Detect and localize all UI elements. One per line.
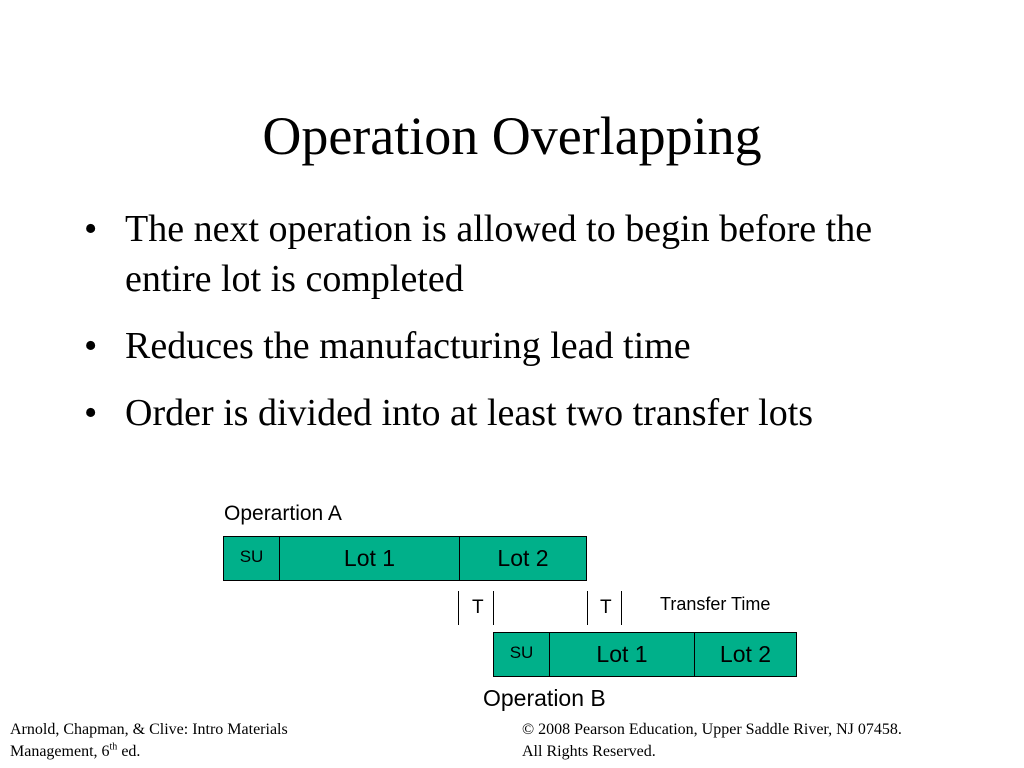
footer-copyright: © 2008 Pearson Education, Upper Saddle River, NJ 07458. <box>522 721 902 738</box>
operation-a-setup-cell: SU <box>224 537 280 580</box>
footer-rights: All Rights Reserved. <box>522 743 656 760</box>
operation-a-lot1-cell: Lot 1 <box>280 537 460 580</box>
operation-b-bar <box>493 632 797 677</box>
footer-right <box>522 719 902 763</box>
bullet-text: The next operation is allowed to begin before the entire lot is completed <box>125 208 873 300</box>
footer-edition-superscript: th <box>109 741 118 753</box>
transfer-marker: T <box>600 597 612 618</box>
operation-a-label: Operartion A <box>224 502 342 525</box>
transfer-tick <box>493 591 494 625</box>
operation-b-label: Operation B <box>483 685 606 711</box>
footer-left-line2-suffix: ed. <box>117 743 141 760</box>
transfer-marker: T <box>472 597 484 618</box>
operation-a-lot2-cell: Lot 2 <box>497 545 549 571</box>
transfer-tick <box>458 591 459 625</box>
footer-left-line1: Arnold, Chapman, & Clive: Intro Materials <box>10 721 288 738</box>
transfer-tick <box>621 591 622 625</box>
bullet-text: Order is divided into at least two transfer lots <box>125 392 814 434</box>
operation-b-lot2-cell: Lot 2 <box>719 641 772 667</box>
bullet-marker: • <box>84 325 98 367</box>
bullet-text: Reduces the manufacturing lead time <box>125 325 691 367</box>
operation-b-lot1-cell: Lot 1 <box>550 633 695 676</box>
transfer-tick <box>587 591 588 625</box>
footer-left-line2 <box>10 741 288 763</box>
footer-left-line2-text: Management, 6 <box>10 743 110 760</box>
slide-title: Operation Overlapping <box>262 106 762 166</box>
footer-left <box>10 719 288 763</box>
transfer-time-label: Transfer Time <box>660 594 771 614</box>
bullet-marker: • <box>84 208 98 250</box>
operation-b-setup-cell: SU <box>494 633 550 676</box>
operation-a-bar <box>223 536 587 581</box>
bullet-marker: • <box>84 392 98 434</box>
